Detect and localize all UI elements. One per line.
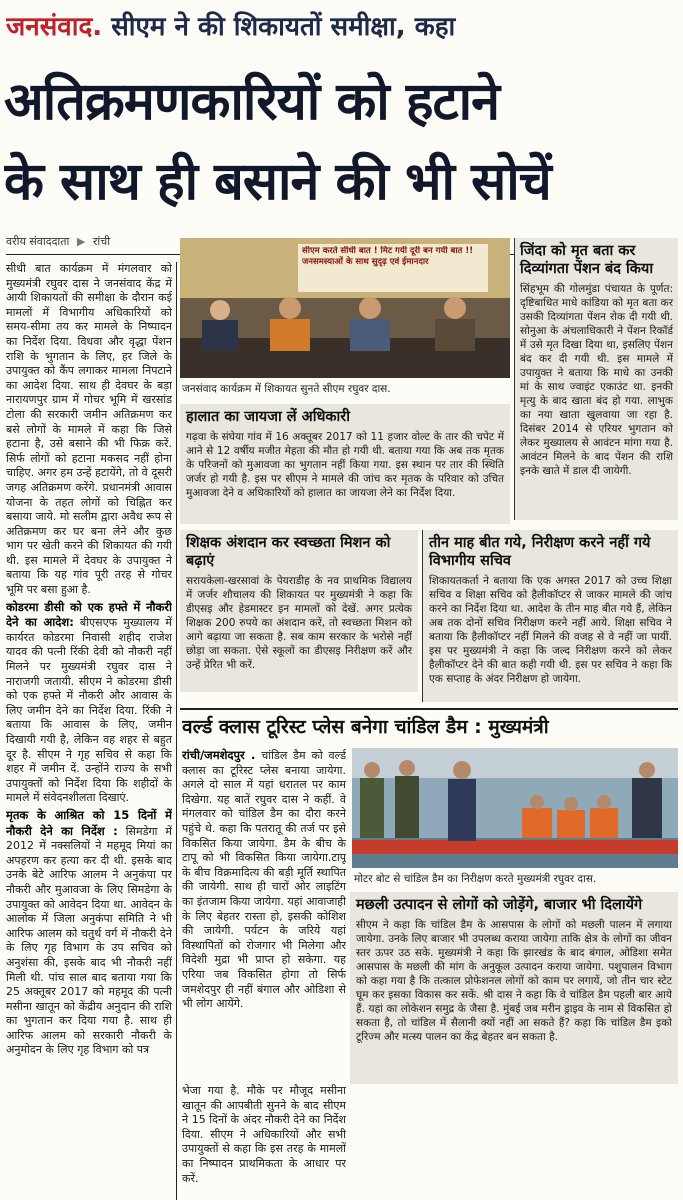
- world-class-banner: वर्ल्ड क्लास टूरिस्ट प्लेस बनेगा चांडिल डैम : मुख्यमंत्री: [182, 716, 549, 738]
- box-machhli-title: मछली उत्पादन से लोगों को जोड़ेंगे, बाजार भी दिलायेंगे: [356, 897, 643, 913]
- box-zinda: [514, 238, 678, 520]
- byline-arrow-icon: ▶: [76, 235, 86, 248]
- photo2-caption: मोटर बोट से चांडिल डैम का निरीक्षण करते मुख्यमंत्री रघुवर दास.: [354, 873, 597, 885]
- kodarma-text: बीएसएफ मुख्यालय में कार्यरत कोडरमा निवासी शहीद राजेश यादव की पत्नी रिंकी देवी को नौकरी नहीं मिलने पर मुख्यमंत्री रघुवर दास ने नाराजगी जतायी. सीएम ने कोडरमा डीसी को एक हफ्ते में नौकरी और आवास के लिए जमीन देने का निर्देश दिया. रिंकी ने बताया कि आवास के लिए, जमीन दिखायी गयी है, लेकिन वह शहर से बहुत दूर है. सीएम ने गृह सचिव से कहा कि शहर में जमीन दें. उन्होंने राज्य के सभी उपायुक्तों को निर्देश दिया कि शहीदों के मामले में संवेदनशीलता दिखाएं.: [6, 616, 172, 805]
- mritak-subhead: मृतक के आश्रित को 15 दिनों में नौकरी देने का निर्देश :: [6, 807, 172, 838]
- kicker: [6, 8, 677, 48]
- box-machhli: [350, 892, 678, 1084]
- box-teen-title: तीन माह बीत गये, निरीक्षण करने नहीं गये विभागीय सचिव: [429, 535, 651, 569]
- left-column-rule: [176, 262, 177, 1200]
- photo1-caption: जनसंवाद कार्यक्रम में शिकायत सुनते सीएम रघुवर दास.: [182, 383, 391, 395]
- kicker-text: सीएम ने की शिकायतों समीक्षा, कहा: [111, 12, 456, 42]
- boat-inspection-photo-art: [352, 748, 678, 868]
- world-class-dateline: रांची/जमशेदपुर .: [182, 748, 256, 762]
- photo-banner-text: सीएम करते सीधी बात ! मिट गयी दूरी बन गयी बात !! जनसमस्याओं के साथ सुदृढ़ एवं ईमानदार: [302, 246, 474, 267]
- boat-inspection-photo: [352, 748, 678, 868]
- box-teen-text: शिकायतकर्ता ने बताया कि एक अगस्त 2017 को उच्च शिक्षा सचिव व शिक्षा सचिव को हैलीकॉप्टर से जाकर मामले की जांच करने का निर्देश दिया था. आदेश के तीन माह बीत गये हैं, लेकिन अब तक दोनों सचिव निरीक्षण करने नहीं आये. शिक्षा सचिव ने बताया कि हैलीकॉप्टर नहीं मिलने की वजह से वे नहीं जा पायीं. इस पर मुख्यमंत्री ने कहा कि जल्द निरीक्षण करने को लेकर हैलीकॉप्टर देने की बात कही गयी थी. इस पर सचिव ने कहा कि एक सप्ताह के अंदर निरीक्षण हो जायेगा.: [429, 575, 672, 685]
- byline-author: वरीय संवाददाता: [6, 235, 70, 248]
- box-teen: [422, 530, 678, 702]
- box-zinda-title: जिंदा को मृत बता कर दिव्यांगता पेंशन बंद किया: [520, 243, 654, 277]
- world-class-top-rule: [180, 708, 678, 710]
- mritak-text: सिमडेगा में 2012 में नक्सलियों ने महमूद मियां का अपहरण कर हत्या कर दी थी. इसके बाद उनके बेटे आरिफ आलम ने अनुकंपा पर नौकरी और मुआवजा के लिए सिमडेगा के उपायुक्त को आवेदन दिया था. आवेदन के आलोक में जिला अनुकंपा समिति ने भी आरिफ आलम को चतुर्थ वर्ग में नौकरी देने के लिए गृह विभाग के उप सचिव को अनुशंसा की, इसके बाद भी नौकरी नहीं मिली थी. पांच साल बाद बताया गया कि 25 अक्तूबर 2017 को महमूद की पत्नी मसीना खातून को केंद्रीय अनुदान की राशि का भुगतान कर दिया गया है. साथ ही आरिफ आलम को सरकारी नौकरी के अनुमोदन के लिए गृह विभाग को पत्र: [6, 824, 172, 1057]
- left-intro-paragraph: सीधी बात कार्यक्रम में मंगलवार को मुख्यमंत्री रघुवर दास ने जनसंवाद केंद्र में आयी शिकायतों की समीक्षा के दौरान कई मामलों में विभागीय अधिकारियों को समय-सीमा तय कर मामले के निष्पादन का निर्देश दिया. विधवा और वृद्धा पेंशन राशि के भुगतान के लिए, हर जिले के उपायुक्त को कैंप लगाकर मामला निपटाने का आदेश दिया. साथ ही देवघर के बड़ा नारायणपुर ग्राम में गोचर भूमि में खरसांड टोला की सरकारी जमीन अतिक्रमण कर बसे लोगों के मामले में कहा कि जिसे हटाना है, उसे बसाने की भी फिक्र करें. सिर्फ लोगों को हटाना मकसद नहीं होना चाहिए. अगर हम उन्हें हटायेंगे, तो वे दूसरी जगह अतिक्रमण करेंगे. प्रधानमंत्री आवास योजना के तहत लोगों को चिह्नित कर बसाया जाये. मो सलीम द्वारा अवैध रूप से अतिक्रमण कर घर बना लेने और कुछ भाग पर खेती करने की शिकायत की गयी थी. इस मामले में देवघर के उपायुक्त ने बताया कि यह गांव पूरी तरह से गोचर भूमि पर बसा हुआ है.: [6, 262, 172, 597]
- kodarma-subhead: कोडरमा डीसी को एक हफ्ते में नौकरी देने का आदेश:: [6, 599, 172, 630]
- box-zinda-text: सिंहभूम की गोलमुंडा पंचायत के पूर्णत: दृष्टिबाधित माधे कांडिया को मृत बता कर उसकी दिव्यांगता पेंशन रोक दी गयी थी. सोनुआ के अंचलाधिकारी ने पेंशन रिकॉर्ड में उसे मृत दिखा दिया था, इसलिए पेंशन बंद कर दी गयी थी. इस मामले में उपायुक्त ने बताया कि माधे का उनकी मां के साथ ज्वाइंट एकाउंट था. इनकी मृत्यु के बाद खाता बंद हो गया. लाभुक का नया खाता खुलवाया जा रहा है. दिसंबर 2014 से एरियर भुगतान को लेकर मुख्यालय से आवंटन मांगा गया है. आवंटन मिलने के बाद पेंशन की राशि इनके खाते में डाल दी जायेगी.: [520, 283, 673, 477]
- kicker-prefix: जनसंवाद.: [6, 12, 103, 42]
- box-shiksha: [180, 530, 418, 692]
- box-halat-title: हालात का जायजा लें अधिकारी: [186, 409, 350, 425]
- headline-line-2: के साथ ही बसाने की भी सोचें: [4, 152, 551, 212]
- box-halat: [180, 404, 510, 524]
- continuation-text: भेजा गया है. मौके पर मौजूद मसीना खातून की आपबीती सुनने के बाद सीएम ने 15 दिनों के अंदर नौकरी देने का निर्देश दिया. सीएम ने अधिकारियों और सभी उपायुक्तों से कहा कि इस तरह के मामलों का निष्पादन प्राथमिकता के आधार पर करें.: [182, 1084, 346, 1185]
- cm-janasamvad-photo: [180, 238, 510, 378]
- box-shiksha-text: सरायकेला-खरसावां के पेयराडीह के नव प्राथमिक विद्यालय में जर्जर शौचालय की शिकायत पर मुख्यमंत्री ने कहा कि डीएसइ और हेडमास्टर इन मामलों को देखें. अगर प्रत्येक शिक्षक 200 रुपये का अंशदान करें, तो स्वच्छता मिशन को आगे बढ़ाया जा सकता है. सब काम सरकार के भरोसे नहीं छोड़ा जा सकता. ऐसे स्कूलों का डीएसइ निरीक्षण करें और उन्हें प्रेरित भी करें.: [186, 575, 412, 671]
- headline-line-1: अतिक्रमणकारियों को हटाने: [4, 72, 499, 132]
- byline-place: रांची: [92, 235, 111, 248]
- box-machhli-text: सीएम ने कहा कि चांडिल डैम के आसपास के लोगों को मछली पालन में लगाया जायेगा. उनके लिए बाजार भी उपलब्ध कराया जायेगा ताकि क्षेत्र के लोगों का जीवन स्तर ऊपर उठ सके. मुख्यमंत्री ने कहा कि झारखंड के बाद बंगाल, ओडिशा समेत आसपास के मछली की मांग के अनुकूल उत्पादन कराया जायेगा. पशुपालन विभाग को कहा गया है कि तत्काल प्रोफेशनल लोगों को काम पर लगायें, जो तीन चार स्टेट घूम कर इसका विकास कर सकें. श्री दास ने कहा कि वे चांडिल डैम पहली बार आये हैं. यहां का लोकेशन समुद्र के जैसा है. मुंबई जब मरीन ड्राइव के नाम से विकसित हो सकता है, तो चांडिल में सैलानी क्यों नहीं आ सकते हैं? कहा कि चांडिल डैम इको टूरिज्म और मत्स्य पालन का केंद्र बेहतर बन सकता है.: [356, 919, 672, 1043]
- world-class-text: चांडिल डैम को वर्ल्ड क्लास का टूरिस्ट प्लेस बनाया जायेगा. अगले दो साल में यहां धरातल पर काम दिखेगा. यह बातें रघुवर दास ने कहीं. वे मंगलवार को चांडिल डैम का दौरा करने पहुंचे थे. कहा कि पतरातू की तर्ज पर इसे विकसित किया जायेगा. डैम के बीच के टापू को भी विकसित किया जायेगा.टापू के बीच विक्रमादित्य की बड़ी मूर्ति स्थापित की जायेगी. साथ ही चारों ओर लाइटिंग का इंतजाम किया जायेगा. यहां आवाजाही के लिए बेहतर रास्ता हो, इसकी कोशिश की जायेगी. पर्यटन के जरिये यहां विस्थापितों को रोजगार भी मिलेगा और विदेशी मुद्रा भी प्राप्त हो सकेगा. यह एरिया जब विकसित होगा तो सिर्फ जमशेदपुर ही नहीं बंगाल और ओडिशा से भी लोग आयेंगे.: [182, 749, 346, 1011]
- box-shiksha-title: शिक्षक अंशदान कर स्वच्छता मिशन को बढ़ाएं: [186, 535, 391, 569]
- box-halat-text: गढ़वा के संघेया गांव में 16 अक्तूबर 2017 को 11 हजार वोल्ट के तार की चपेट में आने से 12 वर्षीय मजीत मेहता की मौत हो गयी थी. बताया गया कि अब तक मृतक के परिजनों को मुआवजा का भुगतान नहीं किया गया. इस स्थान पर तार की स्थिति जर्जर हो गयी है. इस पर सीएम ने मामले की जांच कर मृतक के परिवार को उचित मुआवजा देने व अधिकारियों को हालात का जायजा लेने का निर्देश दिया.: [186, 431, 504, 499]
- left-column: [6, 262, 172, 1200]
